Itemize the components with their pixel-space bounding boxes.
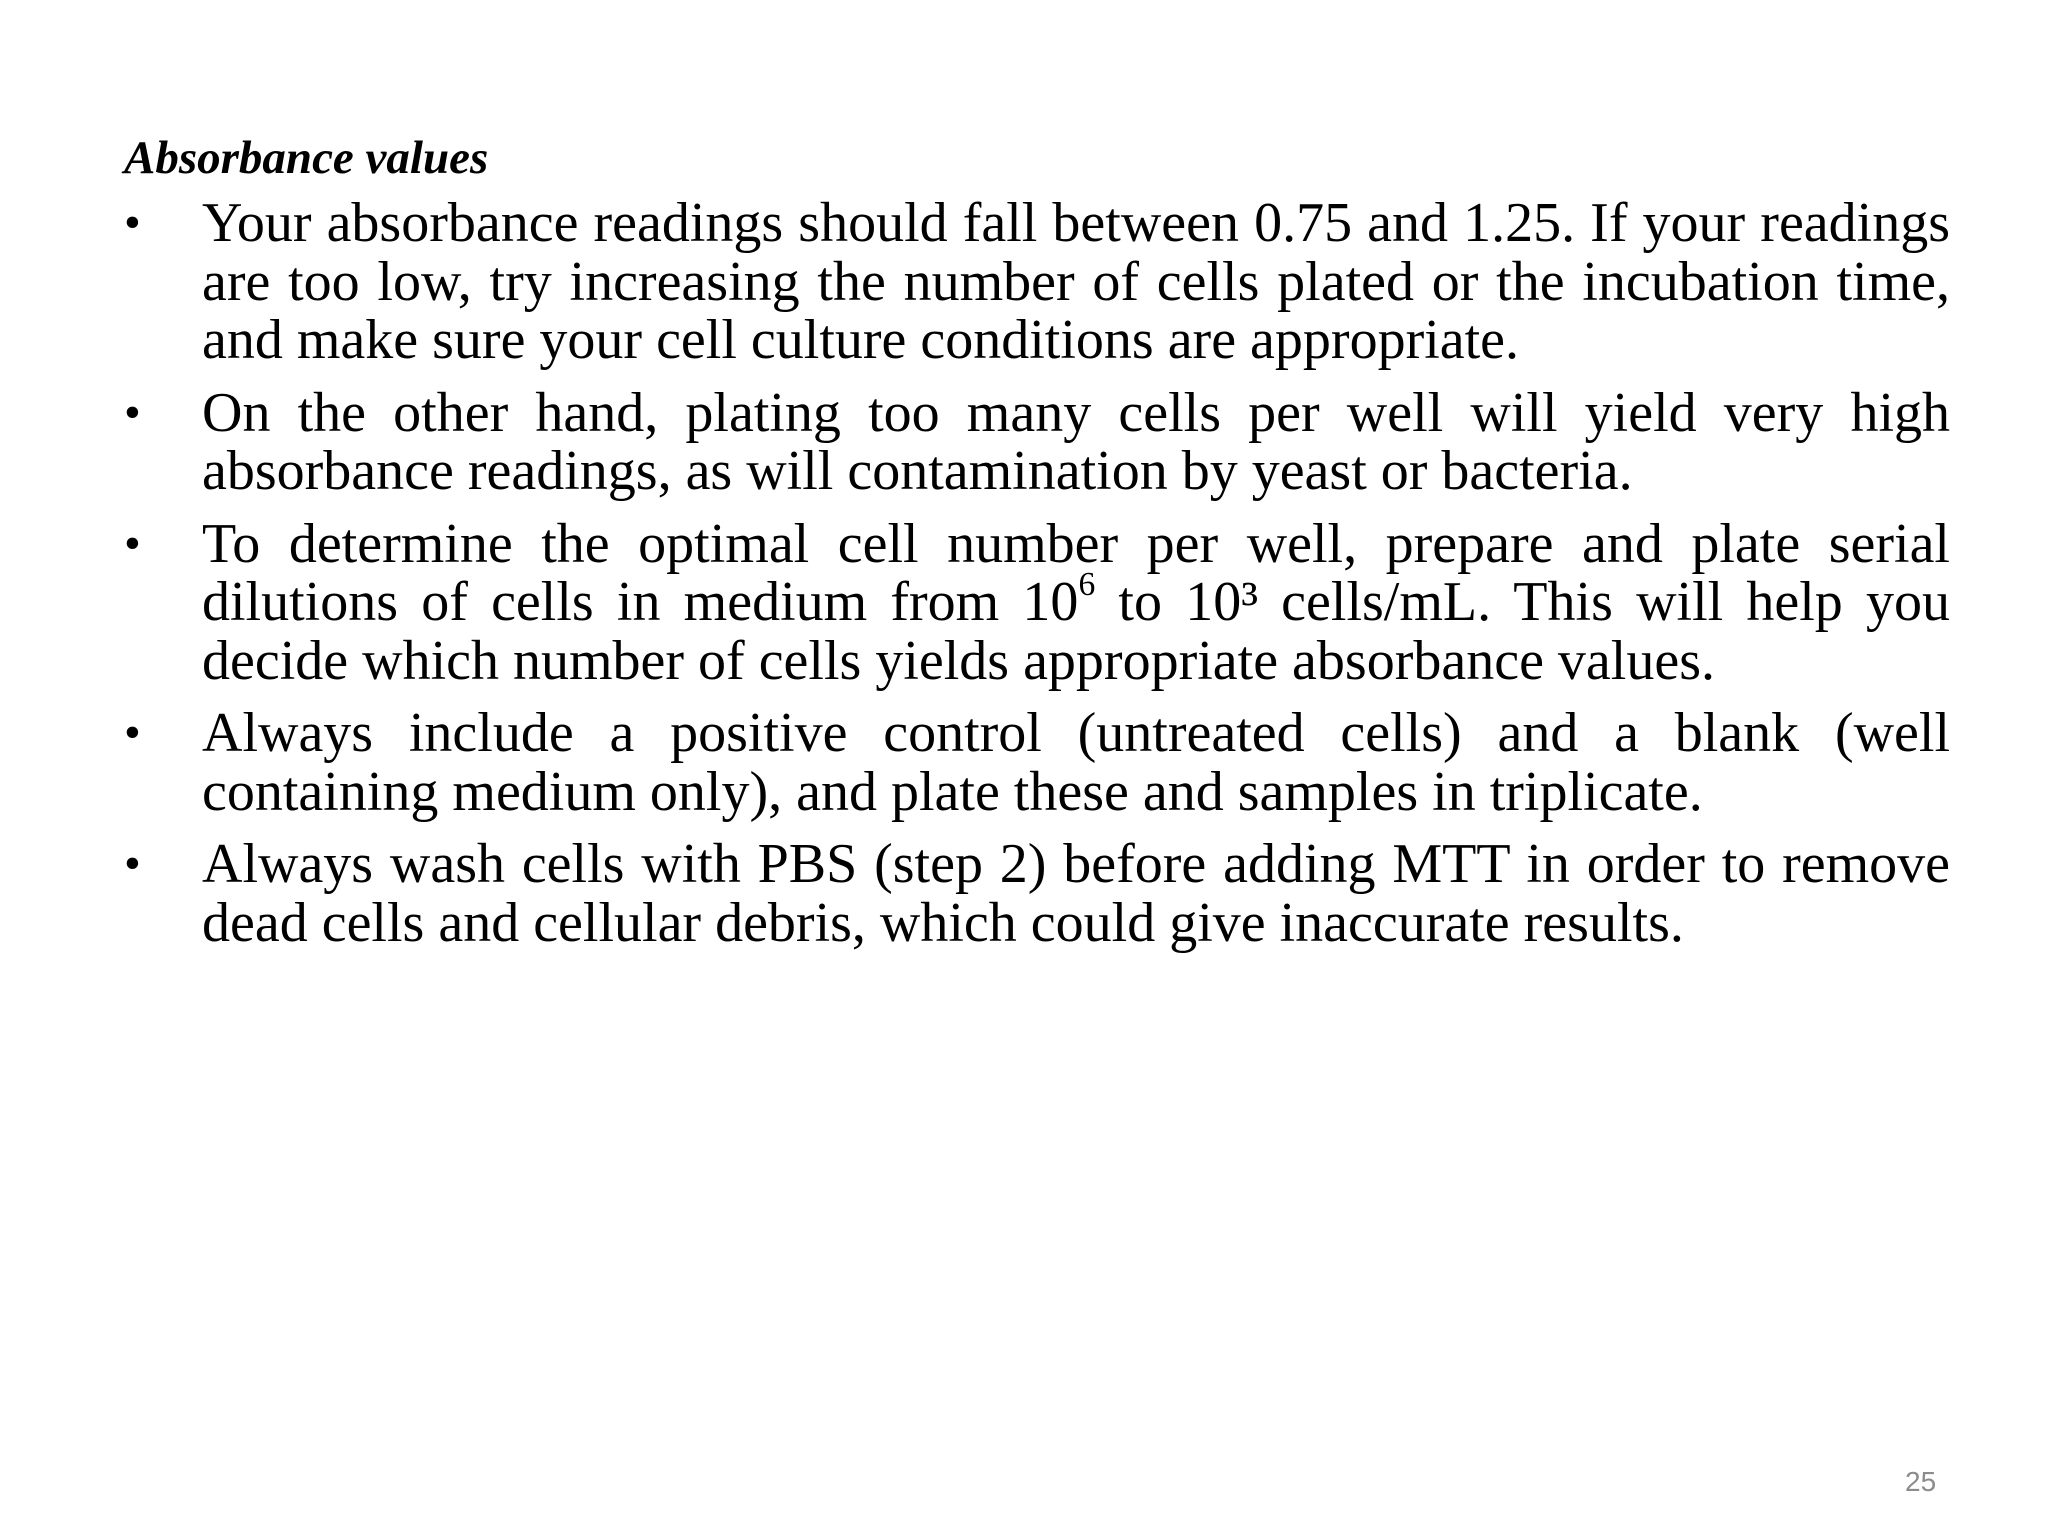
bullet-text-part-before: To determine the optimal cell number per well, prepare and plate serial dilutions of cells in medium from 10 <box>202 512 1950 633</box>
bullet-icon: • <box>124 196 141 249</box>
bullet-item-controls <box>124 704 1950 821</box>
bullet-item-wash-cells <box>124 835 1950 952</box>
section-heading: Absorbance values <box>124 132 489 184</box>
bullet-item-too-many-cells <box>124 381 1950 502</box>
bullet-item-optimal-cell-number <box>124 512 1950 692</box>
page-number: 25 <box>1905 1466 1937 1497</box>
superscript-exponent: 6 <box>1078 565 1096 603</box>
bullet-item-absorbance-range <box>124 194 1950 370</box>
bullet-text <box>202 512 1950 692</box>
bullet-text: Always include a positive control (untreated cells) and a blank (well containing medium only), and plate these and samples in triplicate. <box>202 702 1950 823</box>
bullet-text: Your absorbance readings should fall between 0.75 and 1.25. If your readings are too low, try increasing the number of cells plated or the incubation time, and make sure your cell culture conditions are appropriate. <box>202 192 1950 371</box>
bullet-text: Always wash cells with PBS (step 2) before adding MTT in order to remove dead cells and cellular debris, which could give inaccurate results. <box>202 833 1950 954</box>
bullet-icon: • <box>124 385 141 439</box>
bullet-icon: • <box>124 837 141 890</box>
bullet-text-part-after: to 10³ cells/mL. This will help you decide which number of cells yields appropriate absorbance values. <box>202 571 1950 692</box>
bullet-list <box>124 194 1950 966</box>
bullet-icon: • <box>124 706 141 759</box>
bullet-icon: • <box>124 516 141 570</box>
bullet-text: On the other hand, plating too many cells per well will yield very high absorbance readings, as will contamination by yeast or bacteria. <box>202 381 1950 502</box>
